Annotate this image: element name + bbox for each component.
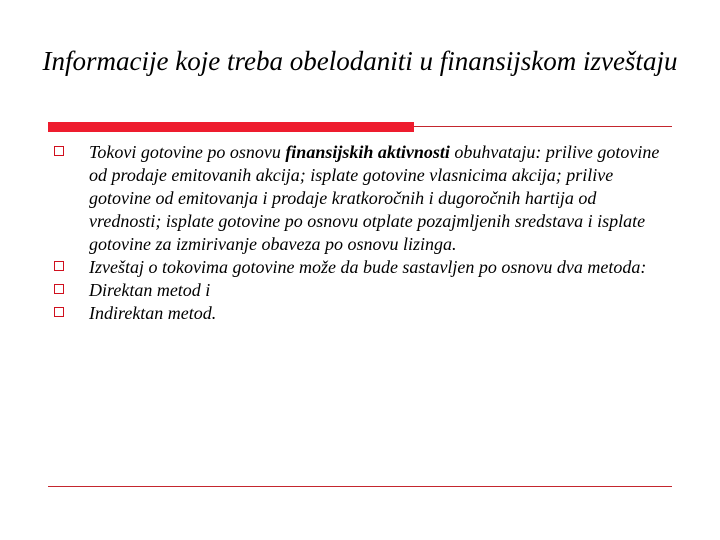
thin-rule bbox=[414, 126, 672, 127]
bullet-text-emphasis: finansijskih aktivnosti bbox=[285, 142, 450, 162]
bullet-text: Indirektan metod. bbox=[89, 303, 217, 323]
bullet-text-after: obuhvataju: prilive gotovine od prodaje emitovanih akcija; isplate gotovine vlasnicima akcija; prilive gotovine od emitovanja i prodaje kratkoročnih i dugoročnih hartija od vrednosti; isplate gotovine po osnovu otplate pozajmljenih sredstava i isplate gotovine za izmirivanje obaveza po osnovu lizinga. bbox=[89, 142, 660, 254]
bullet-text: Direktan metod i bbox=[89, 280, 211, 300]
list-item bbox=[52, 302, 672, 325]
hollow-square-bullet-icon bbox=[54, 146, 64, 156]
hollow-square-bullet-icon bbox=[54, 261, 64, 271]
hollow-square-bullet-icon bbox=[54, 307, 64, 317]
bullet-list bbox=[52, 141, 672, 325]
bullet-text-before: Tokovi gotovine po osnovu bbox=[89, 142, 286, 162]
accent-bar bbox=[48, 122, 414, 132]
hollow-square-bullet-icon bbox=[54, 284, 64, 294]
footer-rule bbox=[48, 486, 672, 487]
bullet-text: Izveštaj o tokovima gotovine može da bude sastavljen po osnovu dva metoda: bbox=[89, 257, 647, 277]
list-item bbox=[52, 141, 672, 256]
list-item bbox=[52, 256, 672, 279]
title-underline bbox=[48, 122, 672, 132]
list-item bbox=[52, 279, 672, 302]
slide-title: Informacije koje treba obelodaniti u finansijskom izveštaju bbox=[42, 46, 678, 76]
